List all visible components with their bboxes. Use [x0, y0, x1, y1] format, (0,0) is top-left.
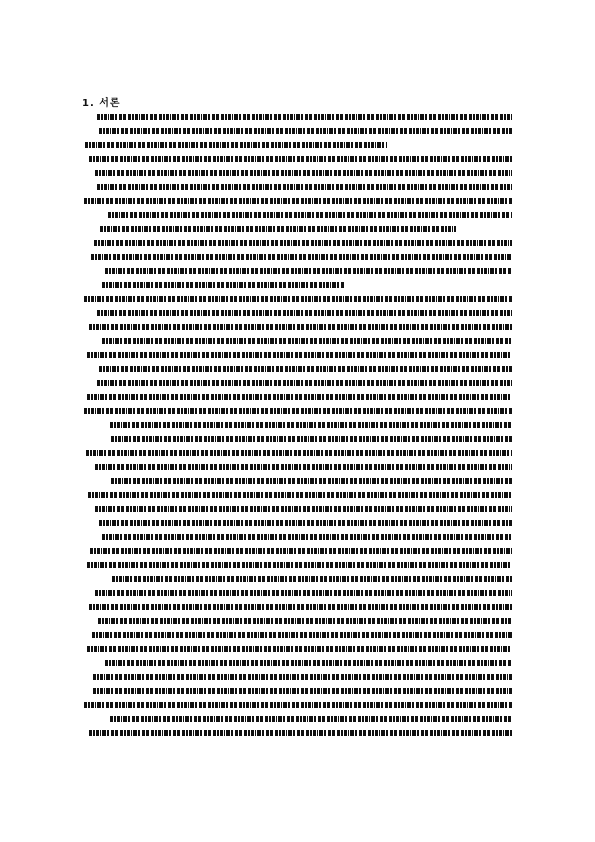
text-line — [82, 352, 512, 358]
text-line — [82, 436, 512, 442]
paragraph — [82, 296, 512, 736]
text-line — [82, 422, 512, 428]
text-line — [82, 408, 512, 414]
text-line — [82, 282, 344, 288]
paragraph — [82, 156, 512, 232]
text-line — [82, 660, 512, 666]
section-heading: 1. 서론 — [82, 98, 121, 109]
text-line — [82, 576, 512, 582]
text-line — [82, 268, 512, 274]
text-line — [82, 618, 512, 624]
text-line — [82, 254, 512, 260]
text-line — [82, 730, 512, 736]
text-line — [82, 114, 512, 120]
paragraph — [82, 114, 512, 148]
text-line — [82, 338, 512, 344]
text-line — [82, 366, 512, 372]
text-line — [82, 590, 512, 596]
text-line — [82, 702, 512, 708]
text-line — [82, 548, 512, 554]
text-line — [82, 604, 512, 610]
text-line — [82, 464, 512, 470]
text-line — [82, 226, 456, 232]
text-line — [82, 212, 512, 218]
text-line — [82, 506, 512, 512]
text-line — [82, 716, 512, 722]
text-line — [82, 310, 512, 316]
text-line — [82, 492, 512, 498]
text-line — [82, 128, 512, 134]
text-line — [82, 324, 512, 330]
text-line — [82, 688, 512, 694]
text-line — [82, 520, 512, 526]
text-line — [82, 534, 512, 540]
text-line — [82, 562, 512, 568]
text-line — [82, 184, 512, 190]
paragraph — [82, 240, 512, 288]
body-text — [82, 114, 512, 754]
text-line — [82, 478, 512, 484]
text-line — [82, 632, 512, 638]
text-line — [82, 450, 512, 456]
text-line — [82, 394, 512, 400]
text-line — [82, 198, 512, 204]
text-line — [82, 380, 512, 386]
text-line — [82, 156, 512, 162]
text-line — [82, 240, 512, 246]
text-line — [82, 674, 512, 680]
text-line — [82, 296, 512, 302]
text-line — [82, 170, 512, 176]
text-line — [82, 142, 387, 148]
text-line — [82, 646, 512, 652]
